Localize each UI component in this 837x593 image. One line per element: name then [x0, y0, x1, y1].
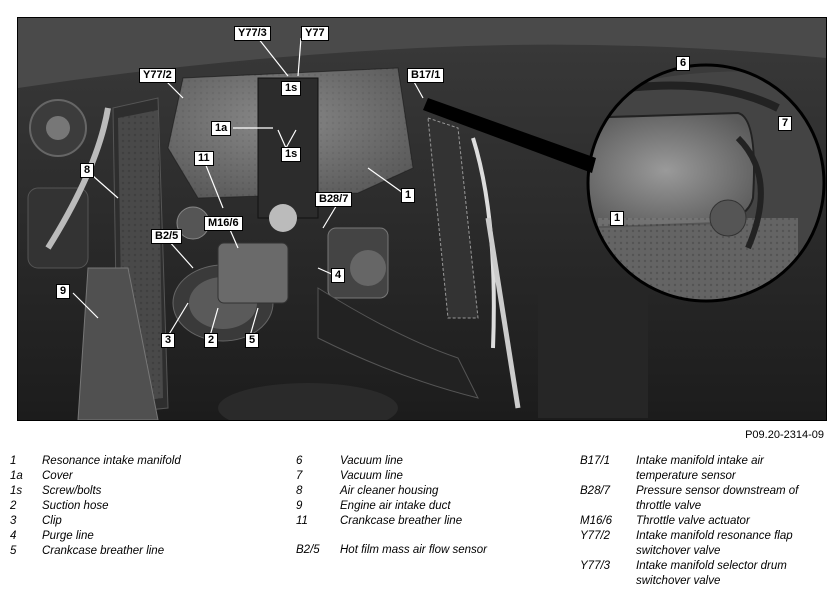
legend-entry — [10, 544, 242, 558]
legend-key-spacer — [580, 574, 636, 588]
legend-key-spacer — [580, 499, 636, 513]
legend-entry — [10, 529, 242, 543]
legend-label: Purge line — [42, 530, 94, 542]
callout-1a: 1a — [211, 121, 231, 136]
legend-column-3 — [580, 454, 836, 589]
legend-entry — [10, 499, 242, 513]
legend-key: 11 — [296, 515, 308, 527]
legend-key: 1s — [10, 485, 23, 497]
legend-entry — [580, 514, 836, 528]
legend-label: Air cleaner housing — [340, 485, 439, 497]
legend-entry-continued — [580, 544, 836, 558]
legend-label: Vacuum line — [340, 455, 403, 467]
callout-y77: Y77 — [301, 26, 329, 41]
callout-y77-2: Y77/2 — [139, 68, 176, 83]
legend-key-spacer — [580, 469, 636, 483]
legend-label: Engine air intake duct — [340, 500, 451, 512]
legend-label: Intake manifold resonance flap — [636, 530, 793, 542]
legend-column-2 — [296, 454, 560, 558]
legend-key-spacer — [580, 544, 636, 558]
callout-8: 8 — [80, 163, 94, 178]
legend-entry — [580, 559, 836, 573]
legend-entry — [296, 499, 560, 513]
legend-label: Hot film mass air flow sensor — [340, 544, 487, 556]
legend-label: Throttle valve actuator — [636, 515, 750, 527]
legend-key: B28/7 — [580, 485, 611, 497]
callout-1s-top: 1s — [281, 81, 301, 96]
legend-label-continued: temperature sensor — [636, 470, 736, 482]
legend-entry — [296, 454, 560, 468]
legend-label: Intake manifold intake air — [636, 455, 764, 467]
legend-entry-continued — [580, 574, 836, 588]
legend-label: Crankcase breather line — [42, 545, 165, 557]
callout-11: 11 — [194, 151, 214, 166]
callout-7: 7 — [778, 116, 792, 131]
legend-entry — [10, 454, 242, 468]
legend-key: 1a — [10, 470, 23, 482]
callout-1s-mid: 1s — [281, 147, 301, 162]
legend-entry-continued — [580, 469, 836, 483]
callout-9: 9 — [56, 284, 70, 299]
legend-entry — [296, 514, 560, 528]
legend-entry — [10, 469, 242, 483]
legend-key: 3 — [10, 515, 17, 527]
legend-label: Crankcase breather line — [340, 515, 463, 527]
legend-key: M16/6 — [580, 515, 612, 527]
legend-entry — [296, 484, 560, 498]
legend-label: Resonance intake manifold — [42, 455, 181, 467]
legend-entry — [296, 469, 560, 483]
legend-label: Cover — [42, 470, 73, 482]
legend-key: B17/1 — [580, 455, 611, 467]
legend-entry — [580, 529, 836, 543]
legend-label: Intake manifold selector drum — [636, 560, 787, 572]
legend-key: 5 — [10, 545, 17, 557]
legend-label-continued: switchover valve — [636, 545, 721, 557]
callout-1: 1 — [401, 188, 415, 203]
reference-number: P09.20-2314-09 — [745, 429, 824, 441]
engine-photo — [17, 17, 827, 421]
legend-entry — [580, 484, 836, 498]
callout-b2-5: B2/5 — [151, 229, 182, 244]
callout-b17-1: B17/1 — [407, 68, 444, 83]
legend-entry — [10, 484, 242, 498]
legend-entry — [296, 543, 560, 557]
legend-label-continued: switchover valve — [636, 575, 721, 587]
callout-3: 3 — [161, 333, 175, 348]
legend-key: 9 — [296, 500, 303, 512]
legend-entry-continued — [580, 499, 836, 513]
legend-key: 2 — [10, 500, 17, 512]
callout-4: 4 — [331, 268, 345, 283]
legend-key: 4 — [10, 530, 17, 542]
callout-5: 5 — [245, 333, 259, 348]
callout-6: 6 — [676, 56, 690, 71]
legend-key: Y77/3 — [580, 560, 611, 572]
callout-b28-7: B28/7 — [315, 192, 352, 207]
callout-1-inset: 1 — [610, 211, 624, 226]
legend-label: Pressure sensor downstream of — [636, 485, 799, 497]
legend-key: 6 — [296, 455, 303, 467]
legend-label: Vacuum line — [340, 470, 403, 482]
callout-m16-6: M16/6 — [204, 216, 243, 231]
legend-label: Screw/bolts — [42, 485, 102, 497]
legend-key: B2/5 — [296, 544, 320, 556]
legend-entry — [580, 454, 836, 468]
legend-label: Clip — [42, 515, 62, 527]
legend-key: 1 — [10, 455, 17, 467]
callout-y77-3: Y77/3 — [234, 26, 271, 41]
legend-key: Y77/2 — [580, 530, 611, 542]
callout-2: 2 — [204, 333, 218, 348]
legend-key: 7 — [296, 470, 303, 482]
legend-column-1 — [10, 454, 242, 559]
legend-key: 8 — [296, 485, 303, 497]
legend-label-continued: throttle valve — [636, 500, 702, 512]
legend-entry — [10, 514, 242, 528]
legend-label: Suction hose — [42, 500, 109, 512]
